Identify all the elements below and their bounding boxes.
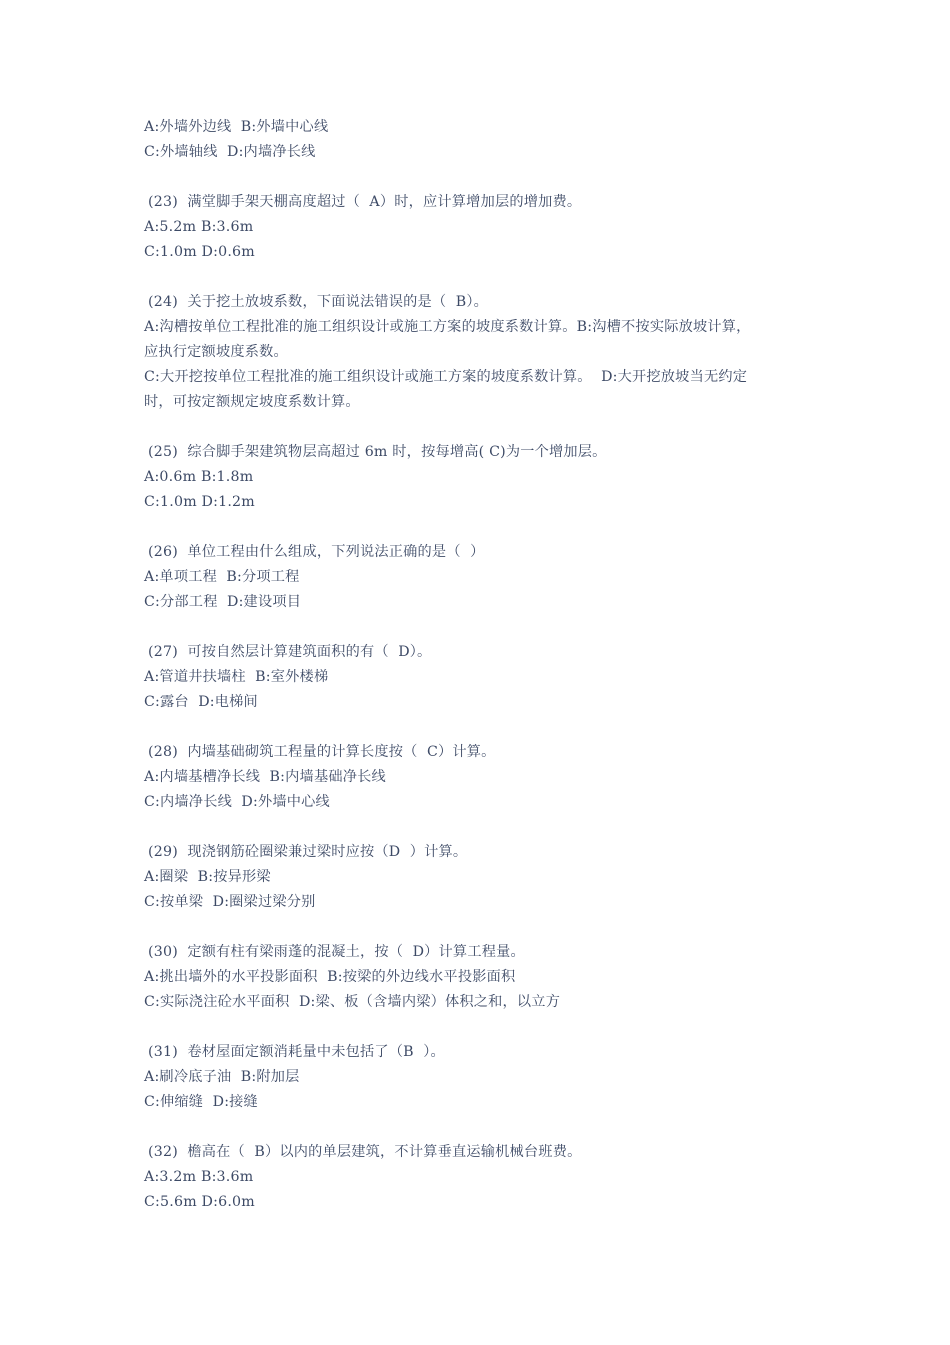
option-line: A:挑出墙外的水平投影面积 B:按梁的外边线水平投影面积 (144, 969, 516, 985)
question-28 (144, 740, 814, 815)
option-line: A:单项工程 B:分项工程 (144, 569, 300, 585)
option-line: C:露台 D:电梯间 (144, 694, 258, 710)
option-line: C:5.6m D:6.0m (144, 1194, 255, 1210)
question-32 (144, 1140, 814, 1215)
question-text: (26) 单位工程由什么组成，下列说法正确的是（ ） (148, 544, 485, 560)
question-23 (144, 190, 814, 265)
intro-options (144, 115, 814, 165)
question-text: (25) 综合脚手架建筑物层高超过 6m 时，按每增高( C)为一个增加层。 (148, 444, 607, 460)
question-30 (144, 940, 814, 1015)
option-line: A:刷冷底子油 B:附加层 (144, 1069, 300, 1085)
option-line: C:1.0m D:0.6m (144, 244, 255, 260)
option-line: A:0.6m B:1.8m (144, 469, 254, 485)
option-line: C:大开挖按单位工程批准的施工组织设计或施工方案的坡度系数计算。 D:大开挖放坡当无约定 (144, 369, 748, 385)
option-line: C:分部工程 D:建设项目 (144, 594, 302, 610)
question-26 (144, 540, 814, 615)
option-line: C:伸缩缝 D:接缝 (144, 1094, 258, 1110)
question-text: (30) 定额有柱有梁雨蓬的混凝土，按（ D）计算工程量。 (148, 944, 525, 960)
option-line: A:3.2m B:3.6m (144, 1169, 254, 1185)
option-line: C:按单梁 D:圈梁过梁分别 (144, 894, 316, 910)
question-text: (29) 现浇钢筋砼圈梁兼过梁时应按（D ）计算。 (148, 844, 468, 860)
question-text: (31) 卷材屋面定额消耗量中未包括了（B ）。 (148, 1044, 445, 1060)
question-24 (144, 290, 814, 415)
question-25 (144, 440, 814, 515)
question-text: (28) 内墙基础砌筑工程量的计算长度按（ C）计算。 (148, 744, 496, 760)
option-line: A:内墙基槽净长线 B:内墙基础净长线 (144, 769, 386, 785)
option-line: A:外墙外边线 B:外墙中心线 (144, 119, 329, 135)
option-line: A:圈梁 B:按异形梁 (144, 869, 271, 885)
question-text: (23) 满堂脚手架天棚高度超过（ A）时，应计算增加层的增加费。 (148, 194, 582, 210)
option-line: A:沟槽按单位工程批准的施工组织设计或施工方案的坡度系数计算。B:沟槽不按实际放坡计算， (144, 319, 751, 335)
option-line: 时，可按定额规定坡度系数计算。 (144, 394, 360, 410)
option-line: C:内墙净长线 D:外墙中心线 (144, 794, 330, 810)
option-line: A:管道井扶墙柱 B:室外楼梯 (144, 669, 329, 685)
option-line: C:1.0m D:1.2m (144, 494, 255, 510)
question-31 (144, 1040, 814, 1115)
option-line: A:5.2m B:3.6m (144, 219, 254, 235)
question-text: (27) 可按自然层计算建筑面积的有（ D）。 (148, 644, 432, 660)
question-text: (24) 关于挖土放坡系数，下面说法错误的是（ B）。 (148, 294, 489, 310)
option-line: C:外墙轴线 D:内墙净长线 (144, 144, 316, 160)
document-page (144, 115, 814, 1215)
question-27 (144, 640, 814, 715)
option-line: C:实际浇注砼水平面积 D:梁、板（含墙内梁）体积之和，以立方 (144, 994, 561, 1010)
question-29 (144, 840, 814, 915)
question-text: (32) 檐高在（ B）以内的单层建筑，不计算垂直运输机械台班费。 (148, 1144, 582, 1160)
option-line: 应执行定额坡度系数。 (144, 344, 288, 360)
